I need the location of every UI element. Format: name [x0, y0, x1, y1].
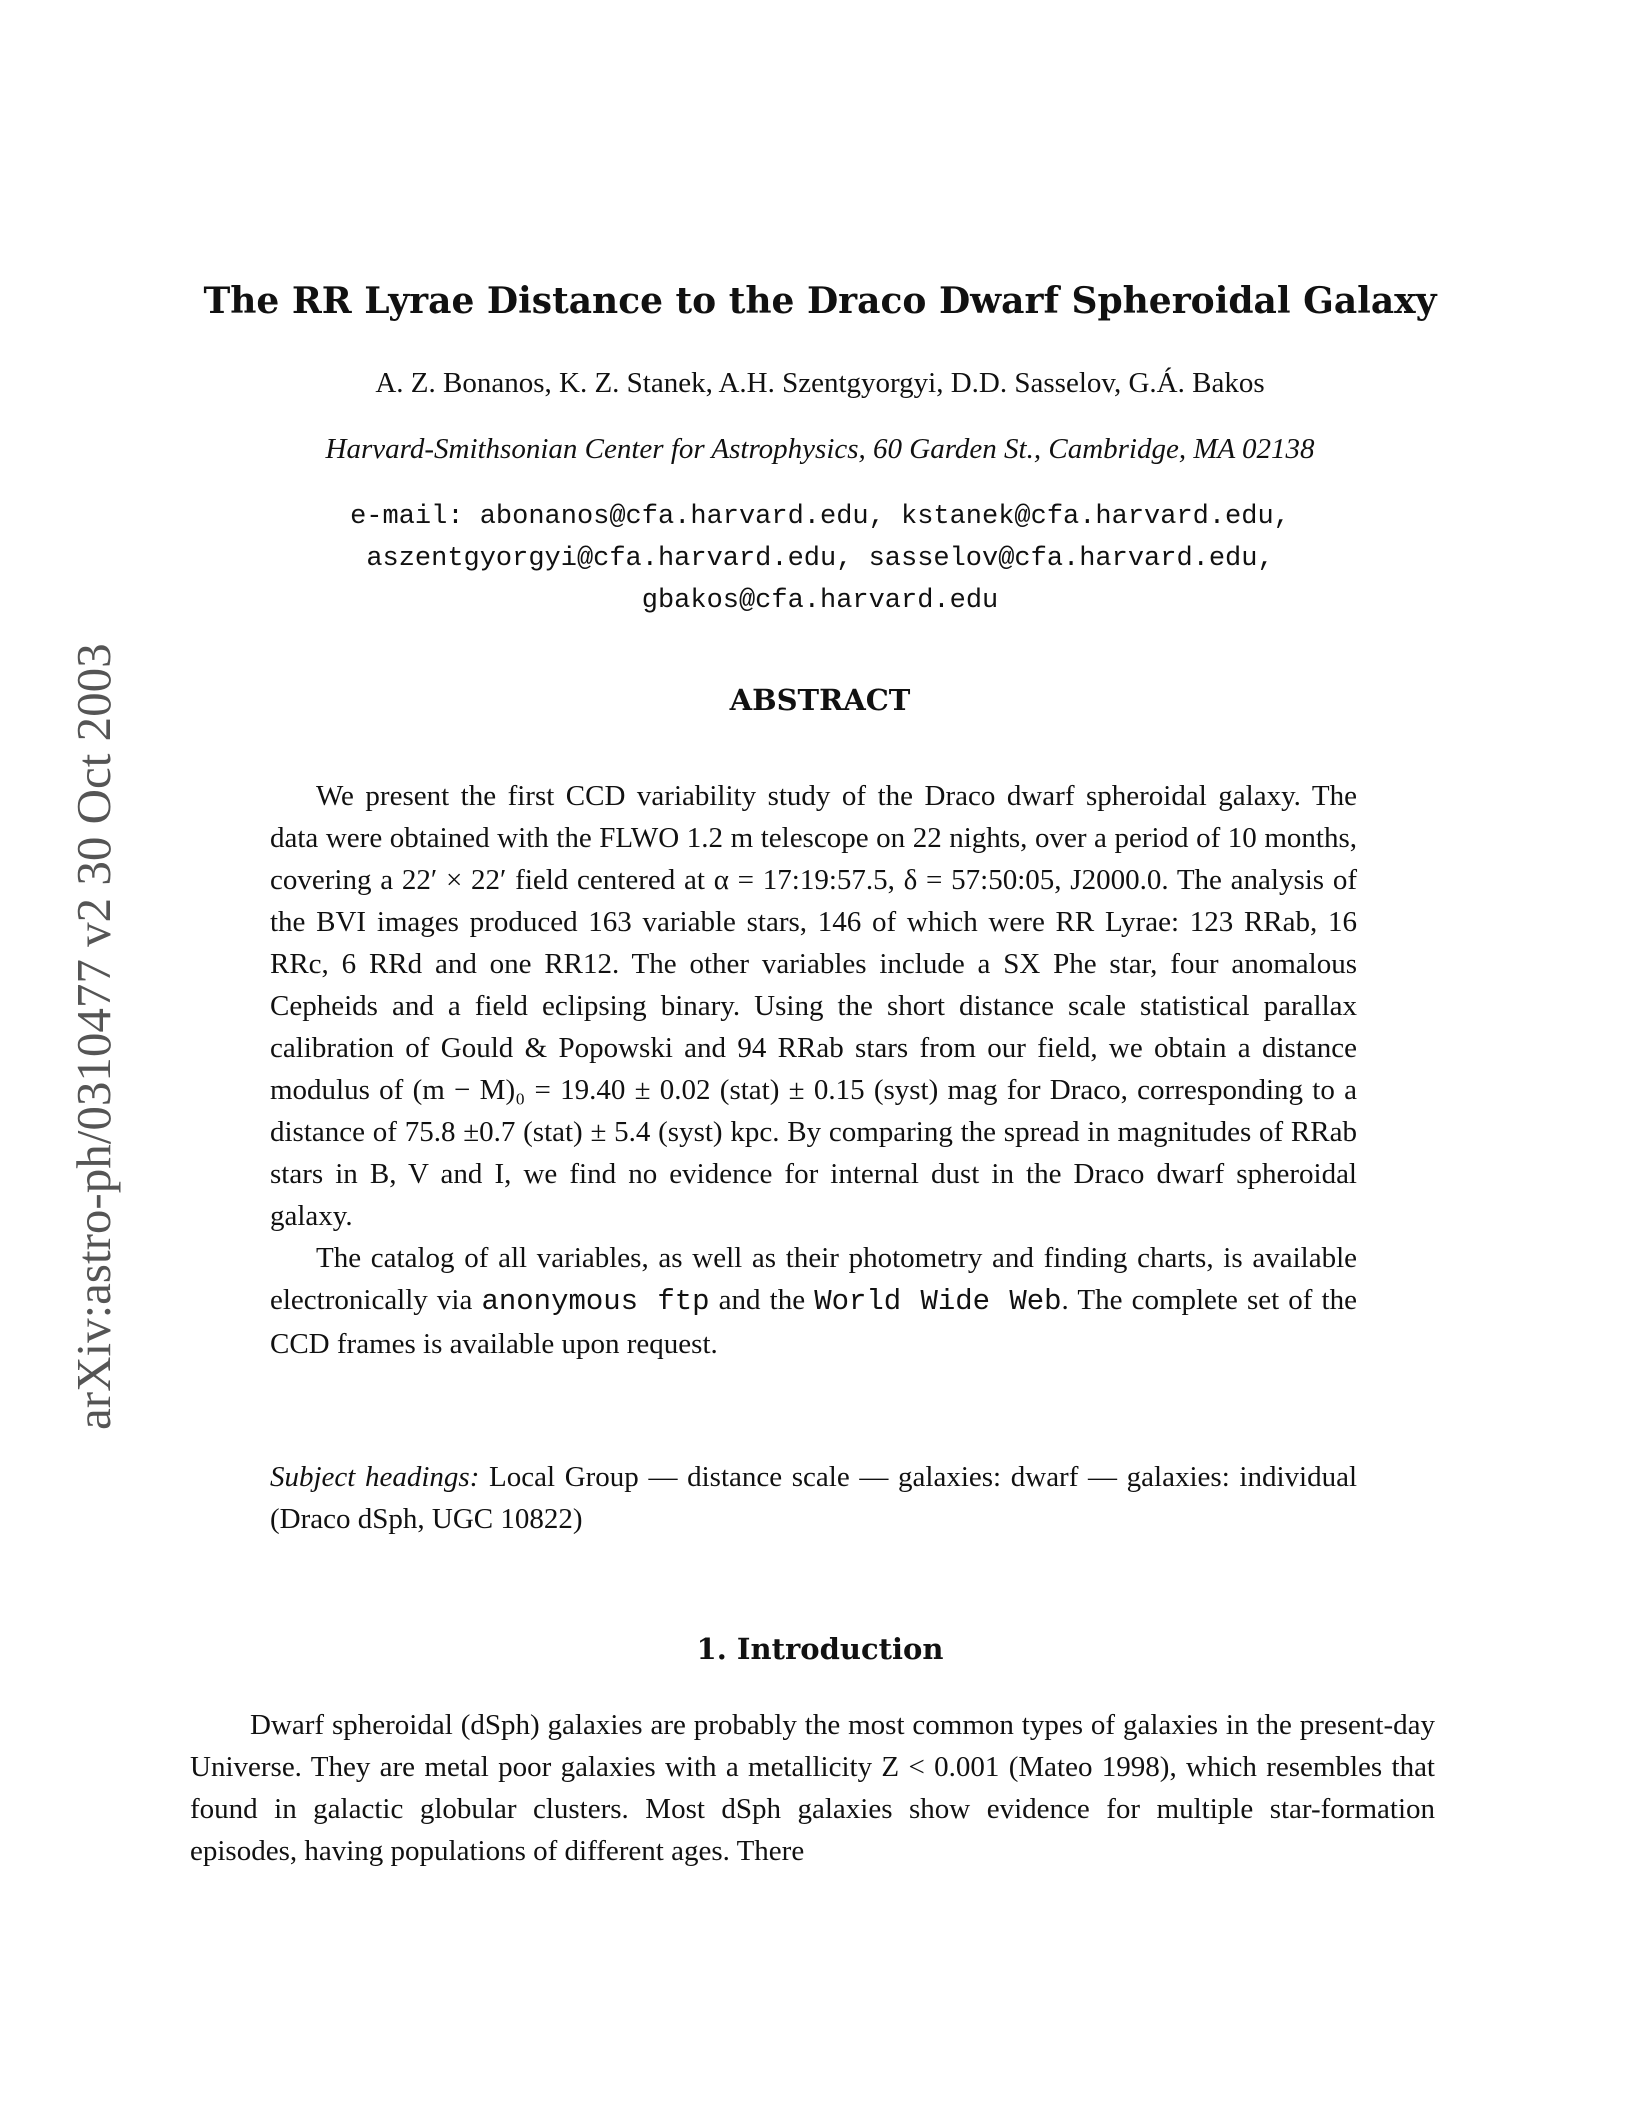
- subject-headings-label: Subject headings:: [270, 1461, 480, 1493]
- subject-headings: [270, 1456, 1357, 1540]
- abstract-text: and the: [709, 1284, 815, 1316]
- paper-title: The RR Lyrae Distance to the Draco Dwarf Spheroidal Galaxy: [203, 280, 1437, 322]
- abstract-text: . The complete set of the CCD frames is available upon request.: [270, 1284, 1357, 1360]
- author-list: A. Z. Bonanos, K. Z. Stanek, A.H. Szentgyorgyi, D.D. Sasselov, G.Á. Bakos: [375, 367, 1265, 399]
- affiliation: Harvard-Smithsonian Center for Astrophysics, 60 Garden St., Cambridge, MA 02138: [325, 433, 1315, 465]
- email-line: e-mail: abonanos@cfa.harvard.edu, kstanek@cfa.harvard.edu,: [350, 502, 1290, 532]
- ftp-mention: anonymous ftp: [481, 1285, 710, 1318]
- abstract-heading: ABSTRACT: [729, 683, 911, 717]
- abstract-body: [270, 775, 1357, 1365]
- email-line: gbakos@cfa.harvard.edu: [641, 586, 999, 616]
- introduction-paragraph: Dwarf spheroidal (dSph) galaxies are probably the most common types of galaxies in the present-day Universe. They are metal poor galaxies with a metallicity Z < 0.001 (Mateo 1998), which resembles that found in galactic globular clusters. Most dSph galaxies show evidence for multiple star-formation episodes, having populations of different ages. There: [190, 1709, 1435, 1867]
- arxiv-identifier: arXiv:astro-ph/0310477 v2 30 Oct 2003: [66, 643, 121, 1430]
- abstract-text: The catalog of all variables, as well as their photometry and finding charts, is available electronically via: [270, 1242, 1357, 1316]
- abstract-paragraph: We present the first CCD variability study of the Draco dwarf spheroidal galaxy. The data were obtained with the FLWO 1.2 m telescope on 22 nights, over a period of 10 months, covering a 22′ × 22′ field centered at α = 17:19:57.5, δ = 57:50:05, J2000.0. The analysis of the BVI images produced 163 variable stars, 146 of which were RR Lyrae: 123 RRab, 16 RRc, 6 RRd and one RR12. The other variables include a SX Phe star, four anomalous Cepheids and a field eclipsing binary. Using the short distance scale statistical parallax calibration of Gould & Popowski and 94 RRab stars from our field, we obtain a distance modulus of (m − M)₀ = 19.40 ± 0.02 (stat) ± 0.15 (syst) mag for Draco, corresponding to a distance of 75.8 ±0.7 (stat) ± 5.4 (syst) kpc. By comparing the spread in magnitudes of RRab stars in B, V and I, we find no evidence for internal dust in the Draco dwarf spheroidal galaxy.: [270, 780, 1357, 1232]
- www-mention: World Wide Web: [814, 1285, 1062, 1318]
- section-heading: 1. Introduction: [696, 1632, 944, 1666]
- introduction-body: [190, 1704, 1435, 1872]
- subject-headings-text: Local Group — distance scale — galaxies: dwarf — galaxies: individual (Draco dSph, UGC 10822): [270, 1461, 1357, 1535]
- abstract-paragraph: [270, 1237, 1357, 1365]
- email-line: aszentgyorgyi@cfa.harvard.edu, sasselov@cfa.harvard.edu,: [366, 544, 1274, 574]
